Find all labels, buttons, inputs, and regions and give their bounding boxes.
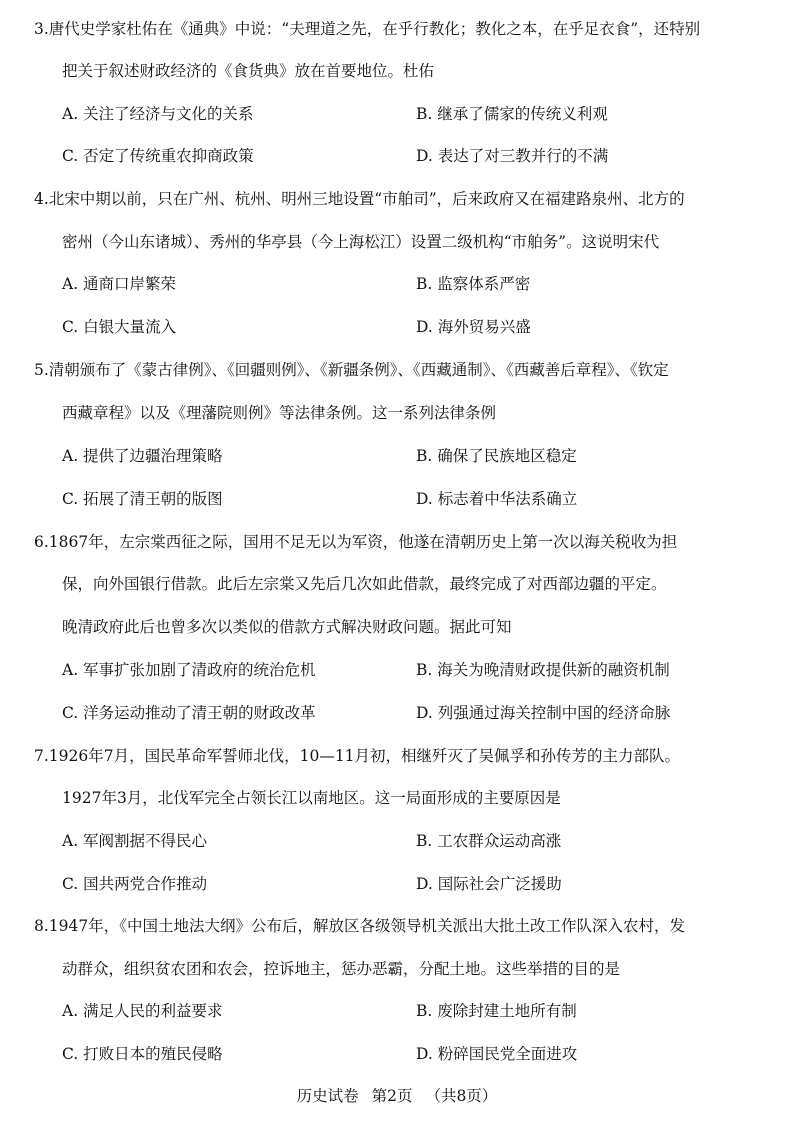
- question-7-option-c: C. 国共两党合作推动: [62, 875, 208, 893]
- question-6-option-a: A. 军事扩张加剧了清政府的统治危机: [62, 661, 316, 679]
- question-7-option-d: D. 国际社会广泛援助: [416, 875, 562, 893]
- question-5-option-d: D. 标志着中华法系确立: [416, 490, 578, 508]
- question-7-stem-line-1: 7.1926年7月，国民革命军誓师北伐，10—11月初，相继歼灭了吴佩孚和孙传芳的主力部队。: [34, 747, 681, 765]
- question-8-stem-line-1: 8.1947年，《中国土地法大纲》公布后，解放区各级领导机关派出大批土改工作队深入农村，发: [34, 917, 685, 935]
- question-6-stem-line-3: 晚清政府此后也曾多次以类似的借款方式解决财政问题。据此可知: [62, 618, 512, 636]
- question-3-stem-line-1: 3.唐代史学家杜佑在《通典》中说：“夫理道之先，在乎行教化；教化之本，在乎足衣食”，还特别: [34, 20, 701, 38]
- question-3-stem-line-2: 把关于叙述财政经济的《食货典》放在首要地位。杜佑: [62, 62, 435, 80]
- question-5-stem-line-1: 5.清朝颁布了《蒙古律例》、《回疆则例》、《新疆条例》、《西藏通制》、《西藏善后章程》、《钦定: [34, 361, 669, 379]
- question-6-option-c: C. 洋务运动推动了清王朝的财政改革: [62, 704, 316, 722]
- question-8-option-d: D. 粉碎国民党全面进攻: [416, 1045, 578, 1063]
- page-footer: [0, 1086, 794, 1106]
- question-8-stem-line-2: 动群众，组织贫农团和农会，控诉地主，惩办恶霸，分配土地。这些举措的目的是: [62, 960, 621, 978]
- footer-subject: 历史试卷: [296, 1087, 359, 1105]
- question-4-stem-line-1: 4.北宋中期以前，只在广州、杭州、明州三地设置“市舶司”，后来政府又在福建路泉州、北方的: [34, 190, 685, 208]
- question-3-option-c: C. 否定了传统重农抑商政策: [62, 147, 254, 165]
- question-5-option-a: A. 提供了边疆治理策略: [62, 447, 223, 465]
- question-4-option-c: C. 白银大量流入: [62, 318, 177, 336]
- question-8-option-b: B. 废除封建土地所有制: [416, 1002, 577, 1020]
- question-7-option-a: A. 军阀割据不得民心: [62, 832, 208, 850]
- question-5-option-c: C. 拓展了清王朝的版图: [62, 490, 223, 508]
- question-5-option-b: B. 确保了民族地区稳定: [416, 447, 577, 465]
- question-3-option-a: A. 关注了经济与文化的关系: [62, 105, 254, 123]
- question-4-stem-line-2: 密州（今山东诸城）、秀州的华亭县（今上海松江）设置二级机构“市舶务”。这说明宋代: [62, 233, 660, 251]
- footer-total-pages: （共8页）: [425, 1087, 498, 1105]
- question-8-option-a: A. 满足人民的利益要求: [62, 1002, 223, 1020]
- question-7-stem-line-2: 1927年3月，北伐军完全占领长江以南地区。这一局面形成的主要原因是: [62, 789, 561, 807]
- question-3-option-b: B. 继承了儒家的传统义利观: [416, 105, 608, 123]
- question-4-option-a: A. 通商口岸繁荣: [62, 275, 177, 293]
- question-4-option-d: D. 海外贸易兴盛: [416, 318, 531, 336]
- footer-page-number: 第2页: [371, 1087, 413, 1105]
- question-3-option-d: D. 表达了对三教并行的不满: [416, 147, 609, 165]
- question-6-stem-line-2: 保，向外国银行借款。此后左宗棠又先后几次如此借款，最终完成了对西部边疆的平定。: [62, 575, 667, 593]
- question-6-option-b: B. 海关为晚清财政提供新的融资机制: [416, 661, 670, 679]
- question-6-option-d: D. 列强通过海关控制中国的经济命脉: [416, 704, 671, 722]
- question-5-stem-line-2: 西藏章程》以及《理藩院则例》等法律条例。这一系列法律条例: [62, 404, 497, 422]
- question-7-option-b: B. 工农群众运动高涨: [416, 832, 562, 850]
- question-8-option-c: C. 打败日本的殖民侵略: [62, 1045, 223, 1063]
- question-4-option-b: B. 监察体系严密: [416, 275, 531, 293]
- question-6-stem-line-1: 6.1867年，左宗棠西征之际，国用不足无以为军资，他遂在清朝历史上第一次以海关税收为担: [34, 533, 678, 551]
